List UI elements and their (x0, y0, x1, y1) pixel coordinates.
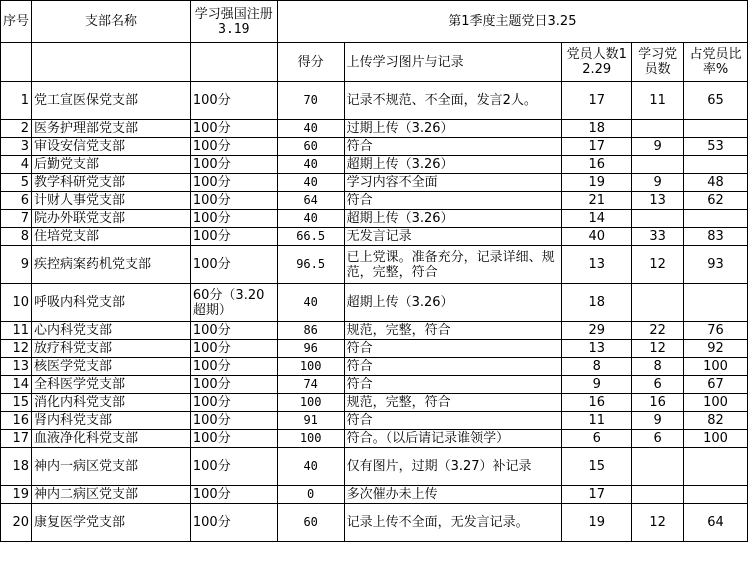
cell-upload-note: 仅有图片，过期（3.27）补记录 (344, 448, 562, 486)
cell-ratio: 100 (684, 358, 748, 376)
cell-upload-note: 记录不规范、不全面，发言2人。 (344, 82, 562, 120)
cell-score: 70 (277, 82, 344, 120)
cell-ratio (684, 486, 748, 504)
cell-branch-name: 呼吸内科党支部 (32, 284, 191, 322)
cell-branch-name: 心内科党支部 (32, 322, 191, 340)
cell-upload-note: 符合 (344, 376, 562, 394)
header-row-2 (1, 43, 748, 82)
cell-member-count: 9 (562, 376, 632, 394)
cell-study-member-count: 6 (632, 376, 684, 394)
cell-ratio (684, 120, 748, 138)
cell-branch-name: 教学科研党支部 (32, 174, 191, 192)
cell-study-score: 100分 (190, 340, 277, 358)
cell-ratio: 48 (684, 174, 748, 192)
cell-upload-note: 无发言记录 (344, 228, 562, 246)
cell-seq: 6 (1, 192, 32, 210)
cell-seq: 20 (1, 504, 32, 542)
cell-branch-name: 神内一病区党支部 (32, 448, 191, 486)
cell-member-count: 17 (562, 486, 632, 504)
table-row (1, 284, 748, 322)
cell-study-member-count: 6 (632, 430, 684, 448)
cell-study-member-count (632, 120, 684, 138)
cell-upload-note: 符合 (344, 358, 562, 376)
cell-score: 40 (277, 120, 344, 138)
table-body (1, 82, 748, 542)
table-row (1, 358, 748, 376)
cell-member-count: 16 (562, 156, 632, 174)
cell-study-member-count (632, 486, 684, 504)
table-row (1, 394, 748, 412)
cell-study-score: 100分 (190, 228, 277, 246)
cell-study-score: 100分 (190, 82, 277, 120)
cell-seq: 9 (1, 246, 32, 284)
header-study-member-count: 学习党员数 (632, 43, 684, 82)
cell-seq: 17 (1, 430, 32, 448)
cell-upload-note: 符合 (344, 412, 562, 430)
cell-member-count: 16 (562, 394, 632, 412)
table-row (1, 210, 748, 228)
cell-ratio: 53 (684, 138, 748, 156)
cell-member-count: 13 (562, 340, 632, 358)
cell-upload-note: 符合 (344, 340, 562, 358)
cell-study-score: 100分 (190, 120, 277, 138)
table-row (1, 486, 748, 504)
cell-upload-note: 过期上传（3.26） (344, 120, 562, 138)
cell-member-count: 40 (562, 228, 632, 246)
cell-score: 40 (277, 210, 344, 228)
cell-member-count: 11 (562, 412, 632, 430)
cell-study-member-count: 9 (632, 138, 684, 156)
cell-study-member-count: 12 (632, 340, 684, 358)
cell-score: 40 (277, 156, 344, 174)
table-row (1, 138, 748, 156)
cell-branch-name: 消化内科党支部 (32, 394, 191, 412)
cell-score: 64 (277, 192, 344, 210)
cell-member-count: 13 (562, 246, 632, 284)
cell-seq: 14 (1, 376, 32, 394)
cell-branch-name: 全科医学党支部 (32, 376, 191, 394)
cell-seq: 1 (1, 82, 32, 120)
cell-score: 66.5 (277, 228, 344, 246)
cell-upload-note: 符合 (344, 138, 562, 156)
cell-seq: 5 (1, 174, 32, 192)
cell-ratio (684, 284, 748, 322)
cell-member-count: 18 (562, 120, 632, 138)
table-row (1, 246, 748, 284)
cell-ratio: 64 (684, 504, 748, 542)
cell-score: 40 (277, 448, 344, 486)
cell-score: 100 (277, 358, 344, 376)
header-branch-name: 支部名称 (32, 1, 191, 43)
cell-study-score: 100分 (190, 448, 277, 486)
cell-study-member-count: 22 (632, 322, 684, 340)
cell-score: 100 (277, 430, 344, 448)
cell-study-member-count (632, 156, 684, 174)
cell-member-count: 14 (562, 210, 632, 228)
cell-ratio (684, 156, 748, 174)
table-row (1, 430, 748, 448)
header-seq: 序号 (1, 1, 32, 43)
cell-study-score: 60分（3.20超期） (190, 284, 277, 322)
cell-study-member-count: 9 (632, 174, 684, 192)
cell-ratio (684, 448, 748, 486)
cell-score: 74 (277, 376, 344, 394)
cell-seq: 13 (1, 358, 32, 376)
cell-branch-name: 计财人事党支部 (32, 192, 191, 210)
header-party-day: 第1季度主题党日3.25 (277, 1, 747, 43)
cell-branch-name: 院办外联党支部 (32, 210, 191, 228)
cell-branch-name: 党工宣医保党支部 (32, 82, 191, 120)
cell-ratio: 82 (684, 412, 748, 430)
table-row (1, 174, 748, 192)
cell-study-member-count: 16 (632, 394, 684, 412)
cell-study-score: 100分 (190, 430, 277, 448)
cell-score: 100 (277, 394, 344, 412)
table-row (1, 504, 748, 542)
header-row-1 (1, 1, 748, 43)
cell-member-count: 18 (562, 284, 632, 322)
cell-branch-name: 神内二病区党支部 (32, 486, 191, 504)
cell-upload-note: 多次催办未上传 (344, 486, 562, 504)
cell-score: 91 (277, 412, 344, 430)
header-empty-branch (32, 43, 191, 82)
cell-seq: 8 (1, 228, 32, 246)
cell-upload-note: 超期上传（3.26） (344, 284, 562, 322)
cell-member-count: 17 (562, 82, 632, 120)
cell-ratio: 65 (684, 82, 748, 120)
cell-study-score: 100分 (190, 246, 277, 284)
cell-study-score: 100分 (190, 412, 277, 430)
cell-ratio (684, 210, 748, 228)
cell-branch-name: 肾内科党支部 (32, 412, 191, 430)
cell-ratio: 100 (684, 430, 748, 448)
cell-upload-note: 超期上传（3.26） (344, 156, 562, 174)
header-member-count: 党员人数12.29 (562, 43, 632, 82)
cell-study-member-count: 13 (632, 192, 684, 210)
cell-seq: 16 (1, 412, 32, 430)
cell-study-member-count: 12 (632, 504, 684, 542)
cell-ratio: 76 (684, 322, 748, 340)
header-study-registration: 学习强国注册3.19 (190, 1, 277, 43)
table-row (1, 192, 748, 210)
table-row (1, 412, 748, 430)
cell-score: 86 (277, 322, 344, 340)
cell-study-score: 100分 (190, 322, 277, 340)
table-row (1, 376, 748, 394)
cell-upload-note: 规范，完整，符合 (344, 394, 562, 412)
table-row (1, 322, 748, 340)
cell-upload-note: 符合 (344, 192, 562, 210)
cell-study-member-count: 11 (632, 82, 684, 120)
cell-score: 40 (277, 174, 344, 192)
cell-study-member-count: 9 (632, 412, 684, 430)
cell-study-member-count: 12 (632, 246, 684, 284)
cell-branch-name: 康复医学党支部 (32, 504, 191, 542)
table-row (1, 448, 748, 486)
header-score: 得分 (277, 43, 344, 82)
cell-study-score: 100分 (190, 192, 277, 210)
cell-score: 60 (277, 138, 344, 156)
cell-study-score: 100分 (190, 376, 277, 394)
cell-seq: 11 (1, 322, 32, 340)
cell-branch-name: 核医学党支部 (32, 358, 191, 376)
cell-study-score: 100分 (190, 358, 277, 376)
table-row (1, 228, 748, 246)
cell-member-count: 21 (562, 192, 632, 210)
cell-study-member-count: 33 (632, 228, 684, 246)
cell-score: 0 (277, 486, 344, 504)
cell-member-count: 19 (562, 504, 632, 542)
cell-ratio: 93 (684, 246, 748, 284)
cell-ratio: 100 (684, 394, 748, 412)
cell-study-score: 100分 (190, 210, 277, 228)
cell-upload-note: 已上党课。准备充分，记录详细、规范，完整，符合 (344, 246, 562, 284)
cell-member-count: 8 (562, 358, 632, 376)
cell-branch-name: 住培党支部 (32, 228, 191, 246)
header-empty-seq (1, 43, 32, 82)
cell-score: 96 (277, 340, 344, 358)
cell-member-count: 17 (562, 138, 632, 156)
cell-seq: 10 (1, 284, 32, 322)
cell-seq: 4 (1, 156, 32, 174)
cell-ratio: 92 (684, 340, 748, 358)
header-upload-record: 上传学习图片与记录 (344, 43, 562, 82)
cell-study-member-count (632, 210, 684, 228)
cell-study-member-count: 8 (632, 358, 684, 376)
cell-study-member-count (632, 284, 684, 322)
cell-score: 60 (277, 504, 344, 542)
cell-upload-note: 学习内容不全面 (344, 174, 562, 192)
cell-study-score: 100分 (190, 504, 277, 542)
cell-study-score: 100分 (190, 138, 277, 156)
cell-study-member-count (632, 448, 684, 486)
table-row (1, 340, 748, 358)
cell-study-score: 100分 (190, 394, 277, 412)
cell-branch-name: 放疗科党支部 (32, 340, 191, 358)
cell-member-count: 29 (562, 322, 632, 340)
cell-seq: 3 (1, 138, 32, 156)
cell-seq: 15 (1, 394, 32, 412)
cell-seq: 18 (1, 448, 32, 486)
cell-score: 40 (277, 284, 344, 322)
table-row (1, 82, 748, 120)
cell-branch-name: 疾控病案药机党支部 (32, 246, 191, 284)
cell-upload-note: 符合。（以后请记录谁领学） (344, 430, 562, 448)
cell-branch-name: 血液净化科党支部 (32, 430, 191, 448)
cell-branch-name: 审设安信党支部 (32, 138, 191, 156)
cell-ratio: 67 (684, 376, 748, 394)
table-row (1, 156, 748, 174)
header-empty-study (190, 43, 277, 82)
cell-seq: 19 (1, 486, 32, 504)
cell-study-score: 100分 (190, 174, 277, 192)
cell-study-score: 100分 (190, 156, 277, 174)
cell-branch-name: 医务护理部党支部 (32, 120, 191, 138)
cell-score: 96.5 (277, 246, 344, 284)
cell-member-count: 6 (562, 430, 632, 448)
cell-member-count: 19 (562, 174, 632, 192)
cell-seq: 12 (1, 340, 32, 358)
cell-ratio: 83 (684, 228, 748, 246)
cell-upload-note: 记录上传不全面，无发言记录。 (344, 504, 562, 542)
table-row (1, 120, 748, 138)
cell-study-score: 100分 (190, 486, 277, 504)
cell-ratio: 62 (684, 192, 748, 210)
cell-branch-name: 后勤党支部 (32, 156, 191, 174)
cell-upload-note: 超期上传（3.26） (344, 210, 562, 228)
cell-upload-note: 规范，完整，符合 (344, 322, 562, 340)
cell-seq: 7 (1, 210, 32, 228)
cell-seq: 2 (1, 120, 32, 138)
header-ratio: 占党员比率% (684, 43, 748, 82)
cell-member-count: 15 (562, 448, 632, 486)
